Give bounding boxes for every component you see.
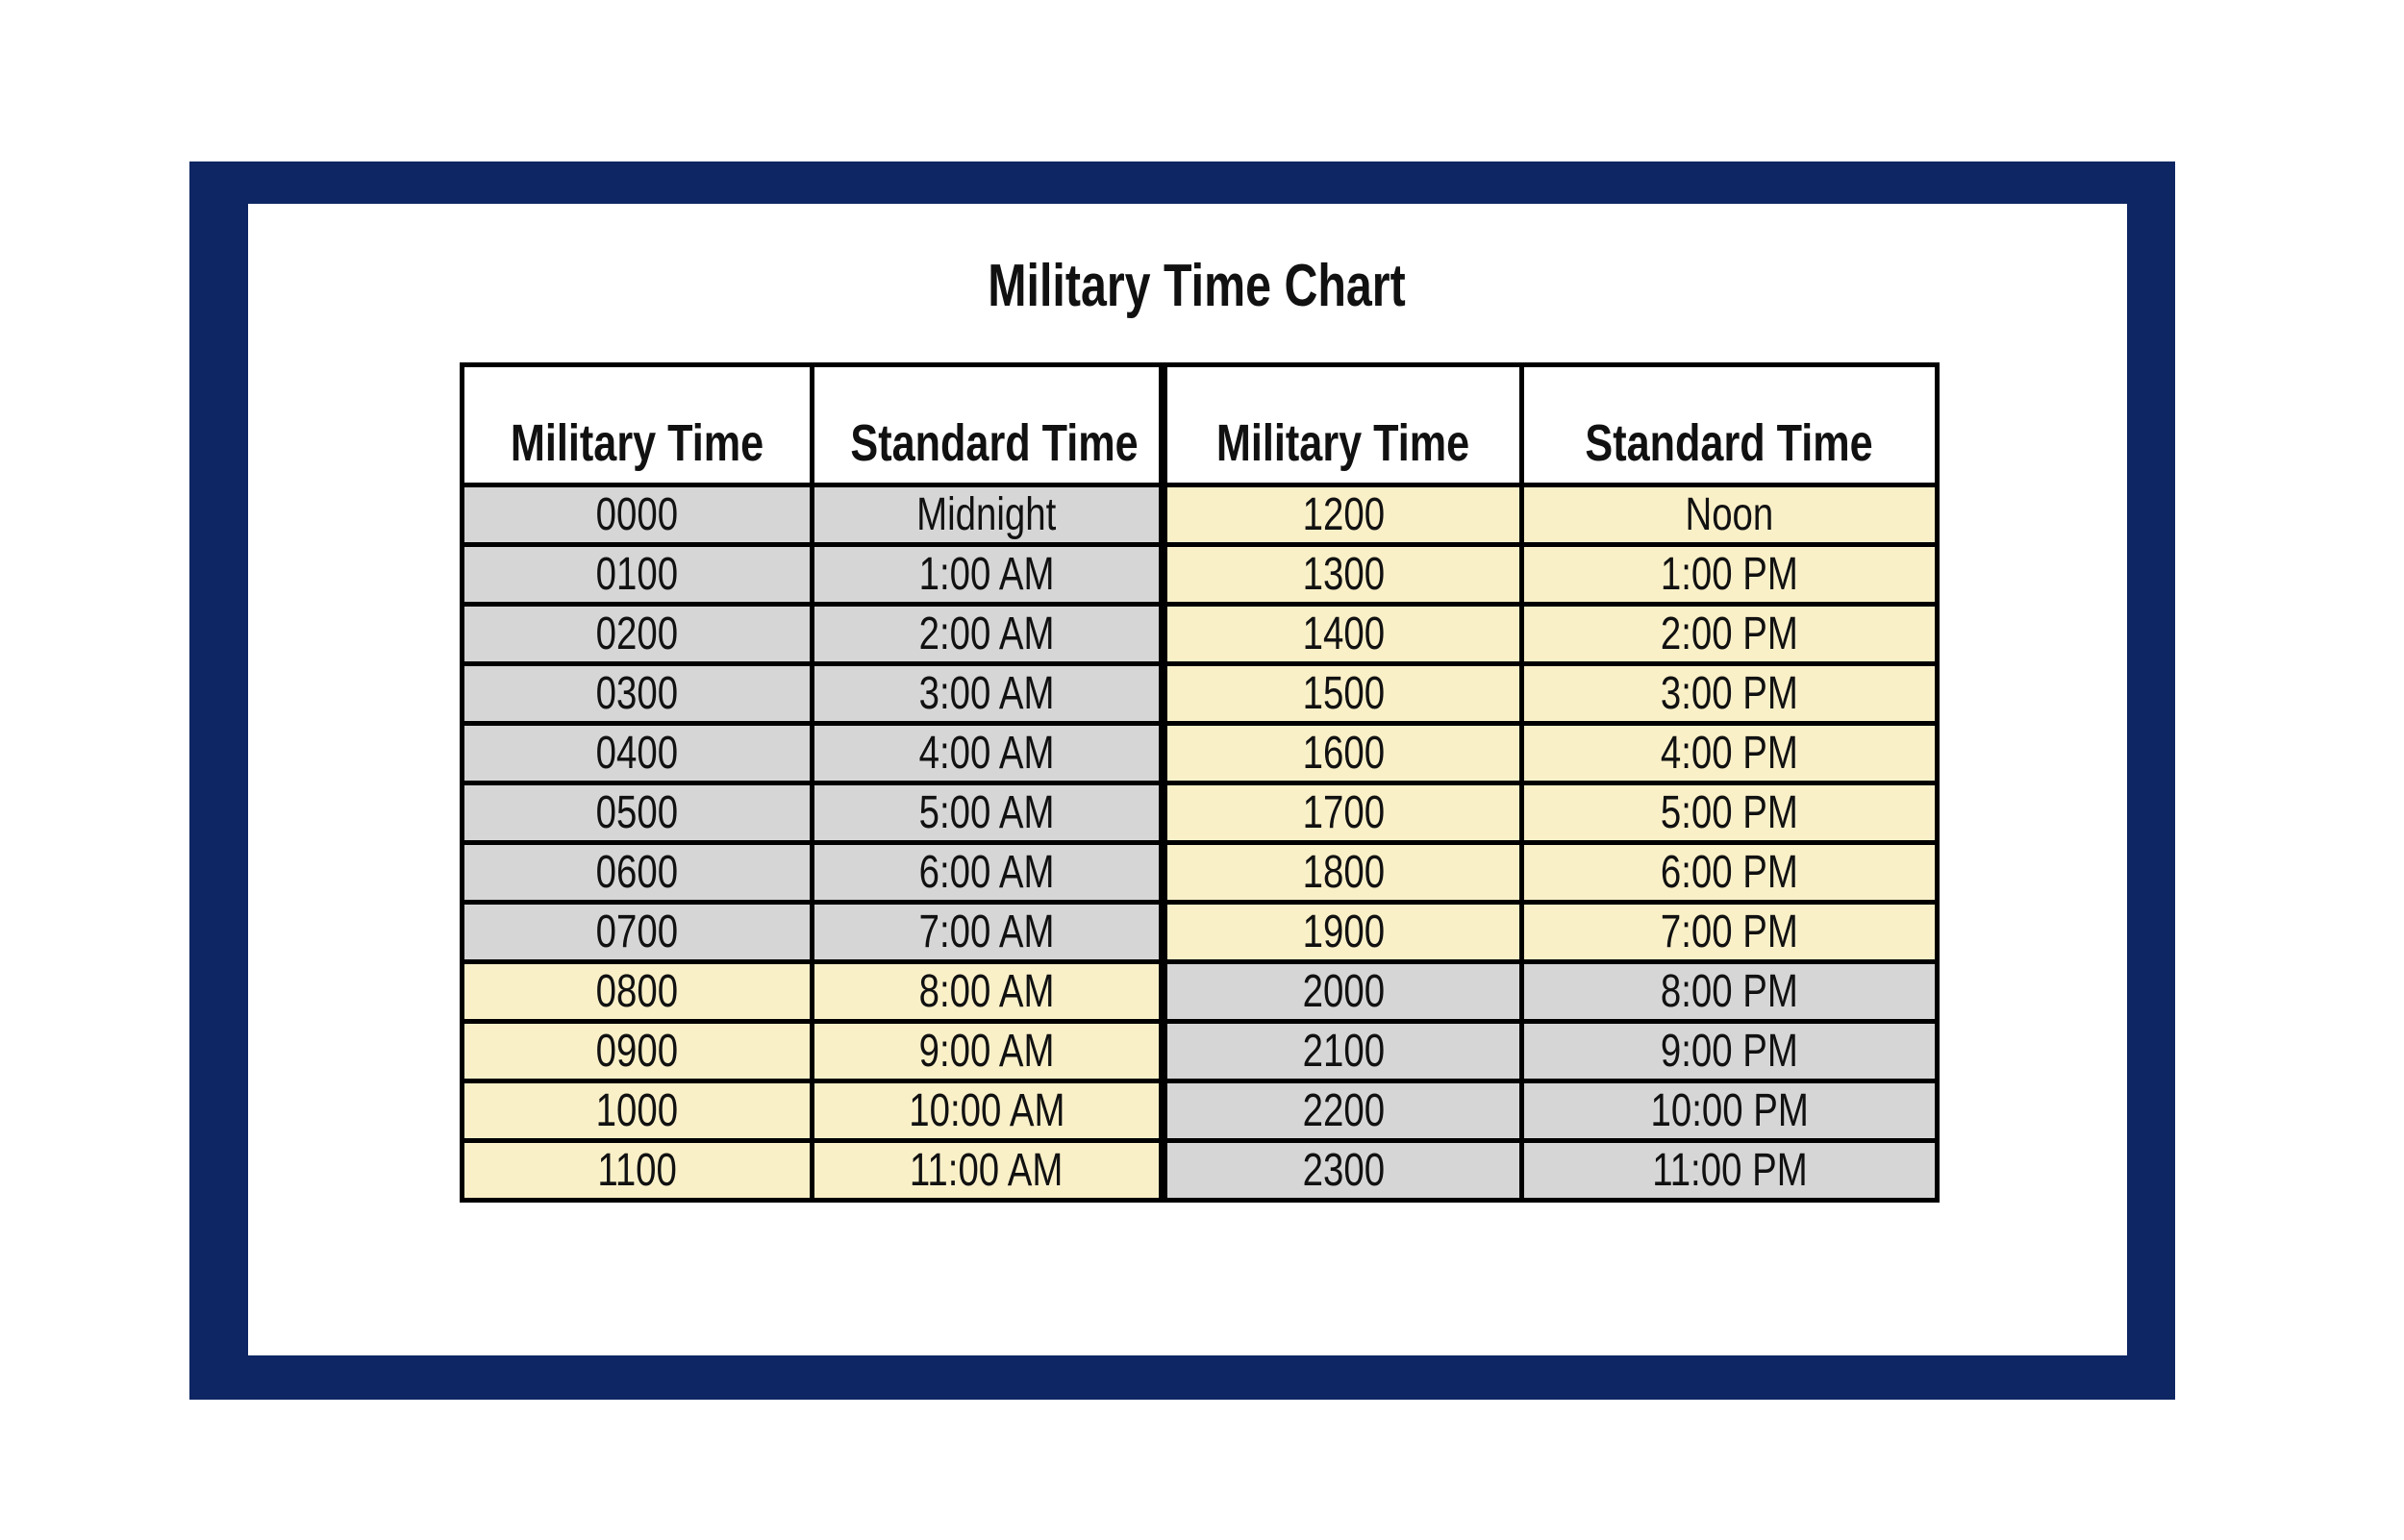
standard-time-cell bbox=[813, 843, 1164, 903]
standard-time-cell bbox=[1522, 962, 1938, 1022]
standard-time-cell bbox=[1522, 545, 1938, 605]
standard-time-cell bbox=[813, 1081, 1164, 1141]
cell-text: 7:00 AM bbox=[918, 907, 1055, 957]
cell-text: 5:00 AM bbox=[918, 787, 1055, 838]
table-row bbox=[463, 1081, 1938, 1141]
cell-text: 1400 bbox=[1302, 609, 1385, 659]
standard-time-cell bbox=[1522, 1022, 1938, 1081]
table-row bbox=[463, 664, 1938, 724]
cell-text: 6:00 AM bbox=[918, 847, 1055, 898]
header-text: Standard Time bbox=[850, 414, 1139, 472]
table-row bbox=[463, 903, 1938, 962]
table-row bbox=[463, 545, 1938, 605]
military-time-cell bbox=[1164, 903, 1522, 962]
cell-text: 8:00 AM bbox=[918, 966, 1055, 1017]
standard-time-cell bbox=[1522, 1081, 1938, 1141]
cell-text: 0400 bbox=[595, 728, 679, 779]
cell-text: 3:00 AM bbox=[918, 668, 1055, 719]
cell-text: 1900 bbox=[1302, 907, 1385, 957]
table-row bbox=[463, 605, 1938, 664]
military-time-cell bbox=[463, 485, 813, 545]
standard-time-cell bbox=[813, 903, 1164, 962]
military-time-cell bbox=[1164, 783, 1522, 843]
table-row bbox=[463, 1022, 1938, 1081]
standard-time-cell bbox=[1522, 724, 1938, 783]
military-time-cell bbox=[463, 783, 813, 843]
cell-text: 0900 bbox=[595, 1026, 679, 1077]
military-time-cell bbox=[1164, 605, 1522, 664]
cell-text: Midnight bbox=[916, 489, 1057, 540]
table-row bbox=[463, 724, 1938, 783]
military-time-cell bbox=[1164, 843, 1522, 903]
cell-text: 9:00 PM bbox=[1660, 1026, 1798, 1077]
military-time-cell bbox=[1164, 545, 1522, 605]
cell-text: 3:00 PM bbox=[1660, 668, 1798, 719]
cell-text: 1100 bbox=[597, 1145, 677, 1196]
military-time-cell bbox=[1164, 1141, 1522, 1201]
standard-time-cell bbox=[813, 724, 1164, 783]
cell-text: 1700 bbox=[1302, 787, 1385, 838]
header-text: Military Time bbox=[1216, 414, 1470, 472]
header-military-time-left bbox=[463, 365, 813, 485]
standard-time-cell bbox=[813, 1141, 1164, 1201]
military-time-cell bbox=[463, 664, 813, 724]
cell-text: 0800 bbox=[595, 966, 679, 1017]
cell-text: 0200 bbox=[595, 609, 679, 659]
cell-text: 1500 bbox=[1302, 668, 1385, 719]
cell-text: Noon bbox=[1685, 489, 1774, 540]
standard-time-cell bbox=[813, 962, 1164, 1022]
cell-text: 2200 bbox=[1302, 1085, 1385, 1136]
military-time-table bbox=[460, 362, 1940, 1203]
military-time-cell bbox=[1164, 1022, 1522, 1081]
standard-time-cell bbox=[813, 783, 1164, 843]
military-time-cell bbox=[463, 1022, 813, 1081]
cell-text: 1000 bbox=[595, 1085, 679, 1136]
military-time-cell bbox=[463, 962, 813, 1022]
standard-time-cell bbox=[1522, 485, 1938, 545]
cell-text: 2:00 AM bbox=[918, 609, 1055, 659]
standard-time-cell bbox=[813, 605, 1164, 664]
standard-time-cell bbox=[1522, 903, 1938, 962]
cell-text: 1200 bbox=[1302, 489, 1385, 540]
military-time-cell bbox=[463, 605, 813, 664]
military-time-cell bbox=[463, 843, 813, 903]
table-row bbox=[463, 1141, 1938, 1201]
cell-text: 10:00 PM bbox=[1650, 1085, 1809, 1136]
standard-time-cell bbox=[1522, 664, 1938, 724]
standard-time-cell bbox=[813, 545, 1164, 605]
cell-text: 0500 bbox=[595, 787, 679, 838]
cell-text: 9:00 AM bbox=[918, 1026, 1055, 1077]
military-time-cell bbox=[1164, 724, 1522, 783]
military-time-cell bbox=[1164, 1081, 1522, 1141]
military-time-cell bbox=[463, 1141, 813, 1201]
table-row bbox=[463, 962, 1938, 1022]
cell-text: 1:00 AM bbox=[918, 549, 1055, 600]
cell-text: 2:00 PM bbox=[1660, 609, 1798, 659]
standard-time-cell bbox=[813, 664, 1164, 724]
cell-text: 5:00 PM bbox=[1660, 787, 1798, 838]
table-header-row bbox=[463, 365, 1938, 485]
cell-text: 2100 bbox=[1302, 1026, 1385, 1077]
standard-time-cell bbox=[813, 1022, 1164, 1081]
military-time-cell bbox=[463, 545, 813, 605]
cell-text: 0100 bbox=[595, 549, 679, 600]
military-time-cell bbox=[1164, 485, 1522, 545]
cell-text: 1800 bbox=[1302, 847, 1385, 898]
cell-text: 0700 bbox=[595, 907, 679, 957]
military-time-cell bbox=[463, 724, 813, 783]
header-text: Military Time bbox=[510, 414, 764, 472]
military-time-cell bbox=[1164, 962, 1522, 1022]
cell-text: 0000 bbox=[595, 489, 679, 540]
header-standard-time-right bbox=[1522, 365, 1938, 485]
military-time-cell bbox=[1164, 664, 1522, 724]
cell-text: 11:00 AM bbox=[910, 1145, 1064, 1196]
standard-time-cell bbox=[1522, 843, 1938, 903]
cell-text: 2000 bbox=[1302, 966, 1385, 1017]
cell-text: 0600 bbox=[595, 847, 679, 898]
standard-time-cell bbox=[1522, 1141, 1938, 1201]
cell-text: 1600 bbox=[1302, 728, 1385, 779]
cell-text: 8:00 PM bbox=[1660, 966, 1798, 1017]
cell-text: 4:00 AM bbox=[918, 728, 1055, 779]
table-row bbox=[463, 783, 1938, 843]
standard-time-cell bbox=[1522, 605, 1938, 664]
cell-text: 2300 bbox=[1302, 1145, 1385, 1196]
page-title bbox=[460, 254, 1935, 319]
header-standard-time-left bbox=[813, 365, 1164, 485]
cell-text: 0300 bbox=[595, 668, 679, 719]
page-title-text: Military Time Chart bbox=[988, 253, 1407, 319]
cell-text: 6:00 PM bbox=[1660, 847, 1798, 898]
cell-text: 10:00 AM bbox=[908, 1085, 1065, 1136]
cell-text: 1300 bbox=[1302, 549, 1385, 600]
cell-text: 7:00 PM bbox=[1660, 907, 1798, 957]
cell-text: 4:00 PM bbox=[1660, 728, 1798, 779]
table-row bbox=[463, 485, 1938, 545]
cell-text: 11:00 PM bbox=[1651, 1145, 1808, 1196]
standard-time-cell bbox=[1522, 783, 1938, 843]
table-row bbox=[463, 843, 1938, 903]
header-text: Standard Time bbox=[1585, 414, 1874, 472]
cell-text: 1:00 PM bbox=[1660, 549, 1798, 600]
header-military-time-right bbox=[1164, 365, 1522, 485]
military-time-cell bbox=[463, 903, 813, 962]
military-time-cell bbox=[463, 1081, 813, 1141]
standard-time-cell bbox=[813, 485, 1164, 545]
